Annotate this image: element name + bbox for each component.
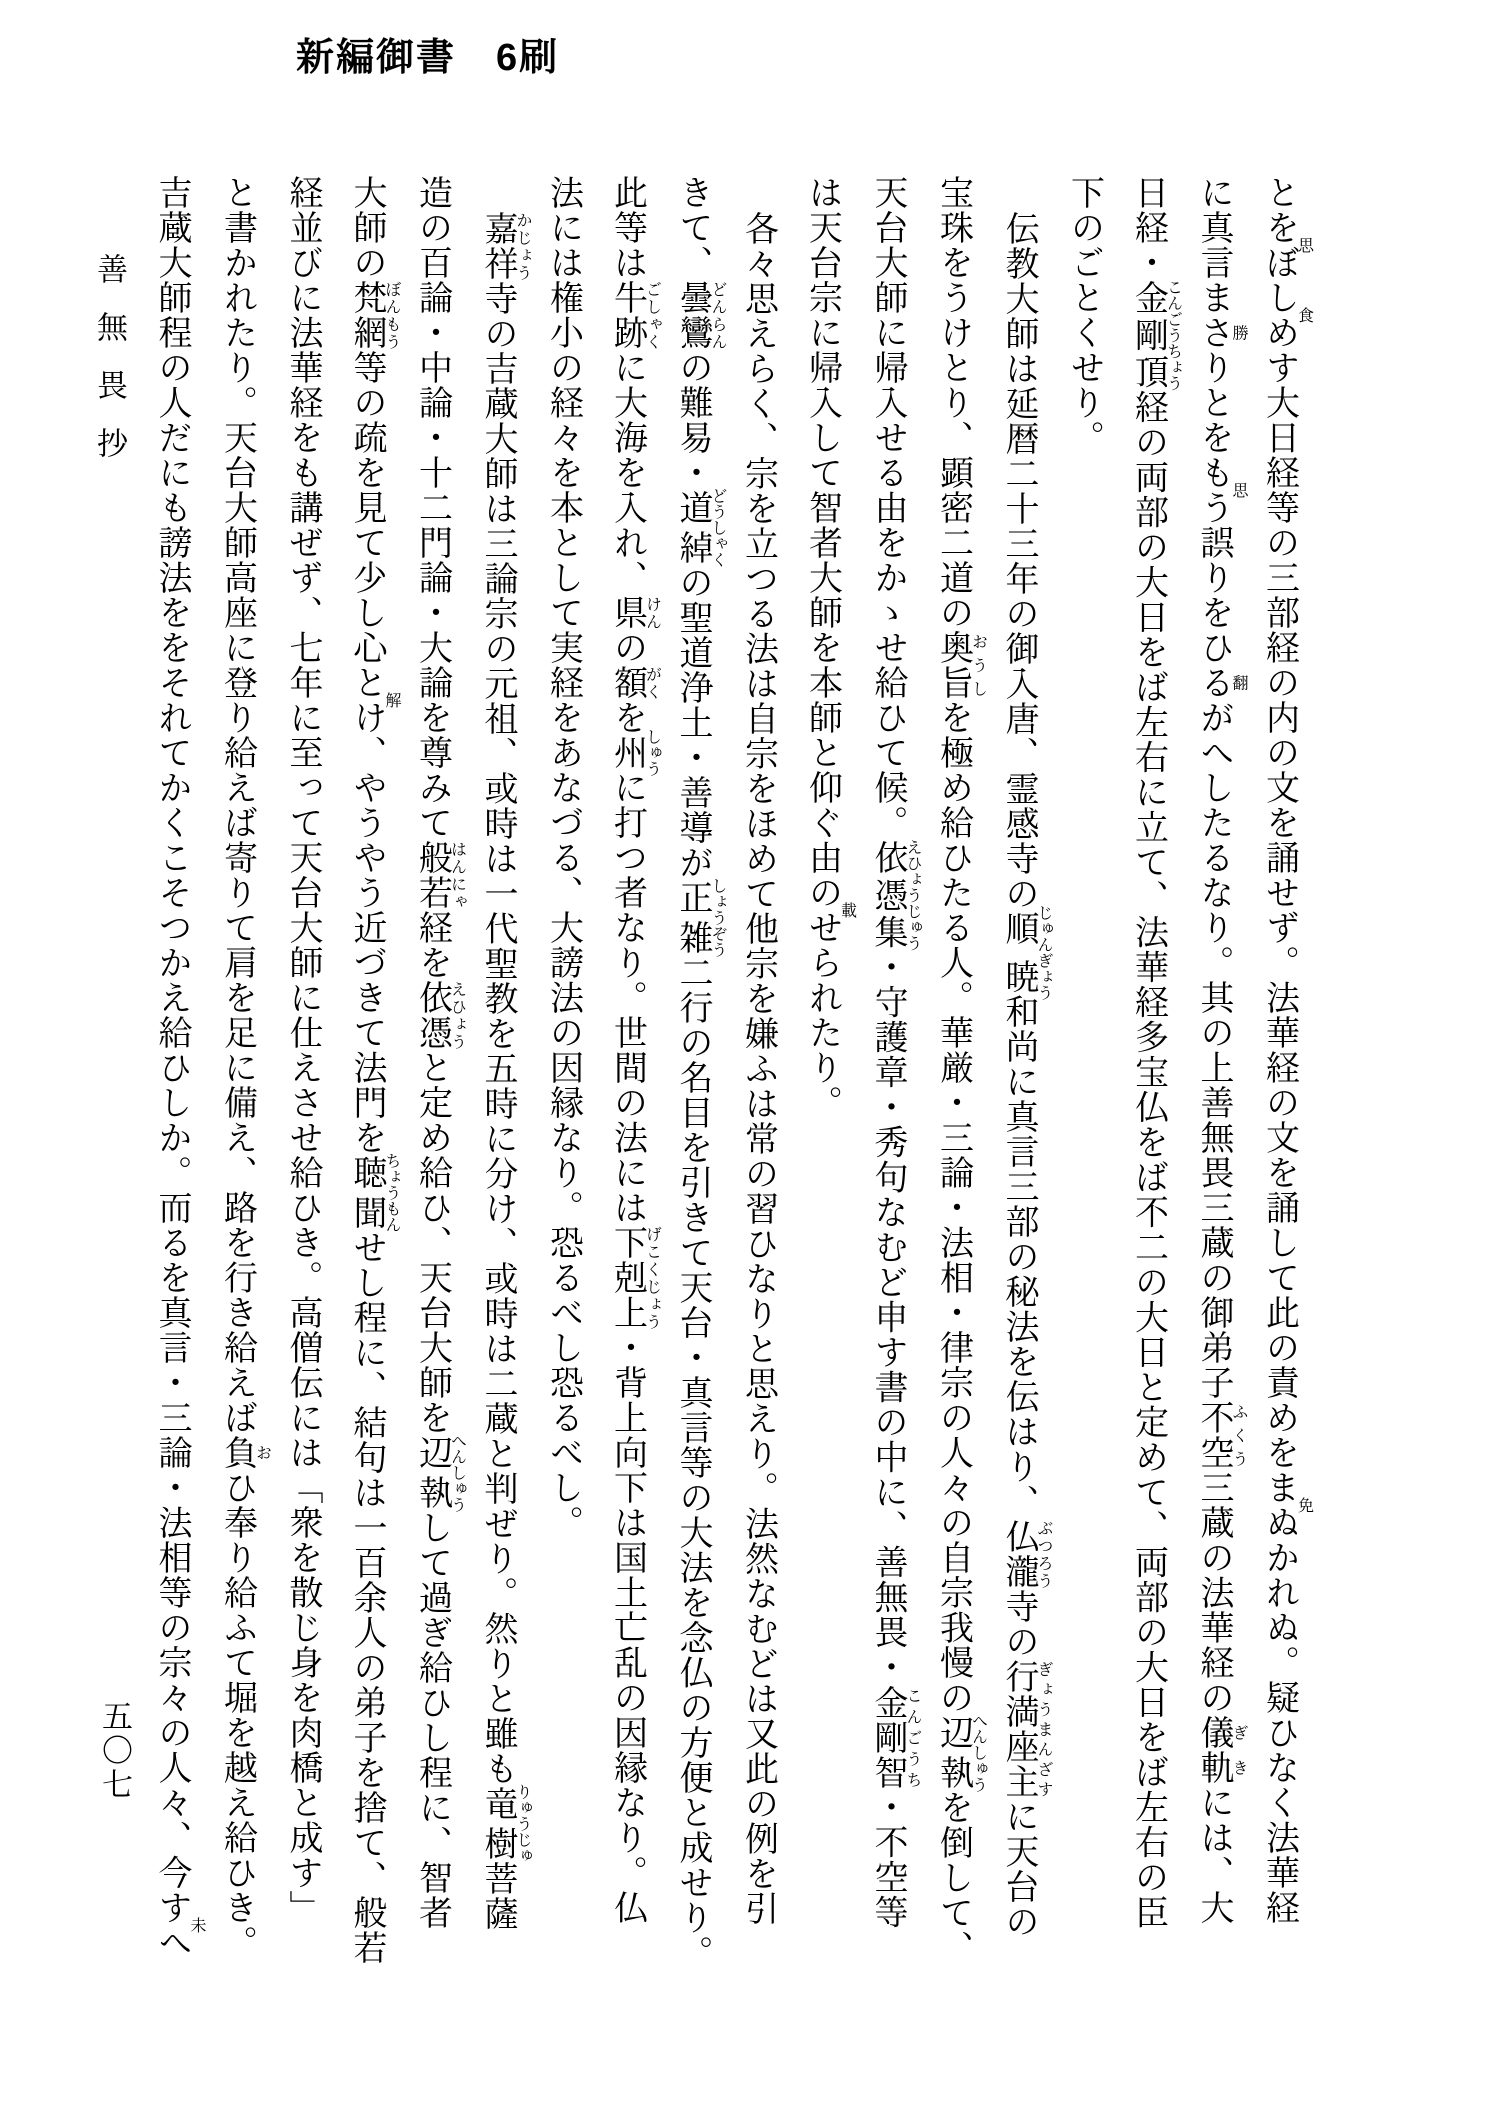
ruby-annotated-text: 負お <box>218 1435 271 1470</box>
margin-title: 善無畏抄 <box>92 253 127 485</box>
text-column: 下のごとくせり。 <box>1065 175 1103 455</box>
text-column: 宝珠をうけとり、顕密二道の奥旨おうしを極め給ひたる人。華厳・三論・法相・律宗の人々の自宗我慢の辺執へんしゅうを倒して、 <box>934 175 987 1965</box>
text-column: 各々思えらく、宗を立つる法は自宗をほめて他宗を嫌ふは常の習ひなりと思えり。法然なむどは又此の例を引 <box>739 211 777 1926</box>
ruby-annotated-text: 牛跡ごしゃく <box>608 280 661 350</box>
ruby-annotated-text: 曇鸞どんらん <box>674 280 726 350</box>
text-column: 伝教大師は延暦二十三年の御入唐、霊感寺の順暁じゅんぎょう和尚に真言三部の秘法を伝はり、仏瀧ぶつろう寺の行満座主ぎょうまんざすに天台の <box>1000 211 1052 1939</box>
ruby-annotated-text: 仏瀧ぶつろう <box>1000 1519 1052 1589</box>
text-column: とをぼ思しめ食す大日経等の三部経の内の文を誦せず。法華経の文を誦して此の責めをまぬ免かれぬ。疑ひなく法華経 <box>1260 175 1313 1925</box>
body-text <box>139 175 1313 1970</box>
ruby-annotated-text: 竜樹りゅうじゅ <box>479 1783 531 1864</box>
ruby-annotated-text: 般若はんにゃ <box>413 840 466 910</box>
ruby-annotated-text: 儀軌ぎき <box>1195 1715 1247 1785</box>
text-column: 法には権小の経々を本として実経をあなづる、大謗法の因縁なり。恐るべし恐るべし。 <box>544 175 582 1540</box>
ruby-annotated-text: 州しゅう <box>608 728 661 777</box>
ruby-annotated-text: 梵網ぼんもう <box>348 280 400 350</box>
text-column: に真言まさり勝とをもう思誤りをひるが翻へしたるなり。其の上善無畏三蔵の御弟子不空ふくう三蔵の法華経の儀軌ぎきには、大 <box>1195 175 1247 1925</box>
ruby-annotated-text: まぬ免 <box>1260 1470 1313 1540</box>
ruby-annotated-text: のせ載 <box>803 875 856 945</box>
ruby-annotated-text: とけ解 <box>348 665 400 735</box>
text-column: 造の百論・中論・十二門論・大論を尊みて般若はんにゃ経を依憑えひょうと定め給ひ、天台大師を辺執へんしゅうして過ぎ給ひし程に、智者 <box>413 175 466 1930</box>
text-column: きて、曇鸞どんらんの難易・道綽どうしゃくの聖道浄土・善導が正雑しょうぞう二行の名目を引きて天台・真言等の大法を念仏の方便と成せり。 <box>674 175 726 1970</box>
page-number: 五〇七 <box>97 1700 132 1802</box>
ruby-annotated-text: 県けん <box>608 595 661 630</box>
text-column: 嘉祥かじょう寺の吉蔵大師は三論宗の元祖、或時は一代聖教を五時に分け、或時は二蔵と判ぜり。然りと雖も竜樹りゅうじゅ菩薩 <box>479 211 531 1931</box>
ruby-annotated-text: 金剛智こんごうち <box>869 1684 921 1790</box>
text-column: 大師の梵網ぼんもう等の疏を見て少し心とけ解、やうやう近づきて法門を聴聞ちょうもんせし程に、結句は一百余人の弟子を捨て、般若 <box>348 175 400 1965</box>
text-column: と書かれたり。天台大師高座に登り給えば寄りて肩を足に備え、路を行き給えば負おひ奉り給ふて堀を越え給ひき。 <box>218 175 271 1960</box>
ruby-annotated-text: 不空ふくう <box>1195 1400 1247 1470</box>
ruby-annotated-text: 奥旨おうし <box>934 630 987 700</box>
ruby-annotated-text: 正雑しょうぞう <box>674 877 726 958</box>
ruby-annotated-text: 下剋上げこくじょう <box>608 1225 661 1330</box>
text-column: 此等は牛跡ごしゃくに大海を入れ、県けんの額がくを州しゅうに打つ者なり。世間の法には下剋上げこくじょう・背上向下は国土亡乱の因縁なり。仏 <box>608 175 661 1925</box>
ruby-annotated-text: 金剛頂こんごうちょう <box>1129 278 1182 391</box>
ruby-annotated-text: もう思 <box>1195 455 1247 525</box>
ruby-annotated-text: ひるが翻 <box>1195 630 1247 735</box>
ruby-annotated-text: 辺執へんしゅう <box>413 1432 466 1513</box>
ruby-annotated-text: をぼ思 <box>1260 210 1313 280</box>
ruby-annotated-text: 依憑集えひょうじゅう <box>869 838 921 951</box>
ruby-annotated-text: まさり勝 <box>1195 280 1247 385</box>
ruby-annotated-text: 聴聞ちょうもん <box>348 1152 400 1233</box>
text-column: 天台大師に帰入せる由をかゝせ給ひて候。依憑集えひょうじゅう・守護章・秀句なむど申す書の中に、善無畏・金剛智こんごうち・不空等 <box>869 175 921 1930</box>
text-column: は天台宗に帰入して智者大師を本師と仰ぐ由のせ載られたり。 <box>803 175 856 1120</box>
ruby-annotated-text: 道綽どうしゃく <box>674 487 726 568</box>
text-column: 経並びに法華経をも講ぜず、七年に至って天台大師に仕えさせ給ひき。高僧伝には「衆を散じ身を肉橋と成す」 <box>284 175 321 1925</box>
ruby-annotated-text: 額がく <box>608 665 661 700</box>
ruby-annotated-text: すへ未 <box>153 1890 205 1960</box>
print-edition-header: 新編御書 6刷 <box>296 37 560 79</box>
text-column: 吉蔵大師程の人だにも謗法ををそれてかくこそつかえ給ひしか。而るを真言・三論・法相等の宗々の人々、今すへ未 <box>153 175 205 1960</box>
ruby-annotated-text: 行満座主ぎょうまんざす <box>1000 1659 1052 1799</box>
ruby-annotated-text: 依憑えひょう <box>413 980 466 1050</box>
ruby-annotated-text: 順暁じゅんぎょう <box>1000 904 1052 1001</box>
ruby-annotated-text: 辺執へんしゅう <box>934 1712 987 1793</box>
text-column: 日経・金剛頂こんごうちょう経の両部の大日をば左右に立て、法華経多宝仏をば不二の大日と定めて、両部の大日をば左右の臣 <box>1129 175 1182 1930</box>
ruby-annotated-text: しめ食 <box>1260 280 1313 350</box>
ruby-annotated-text: 嘉祥かじょう <box>479 211 531 281</box>
